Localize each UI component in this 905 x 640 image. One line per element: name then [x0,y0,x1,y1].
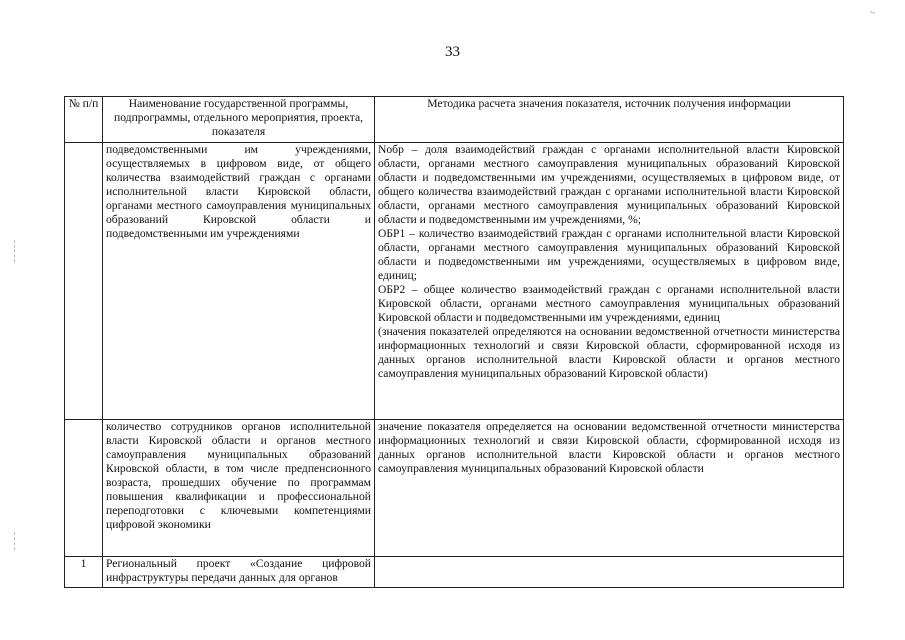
row-method [375,557,844,588]
row-method [375,420,844,557]
row-name: подведомственными им учреждениями, осуществляемых в цифровом виде, от общего количества взаимодействий граждан с органами исполнительной власти Кировской области, органами местного самоуправления муниципальных образований Кировской области и подведомственными им учреждениями [103,143,375,420]
margin-mark [14,240,16,262]
row-name: количество сотрудников органов исполнительной власти Кировской области и органов местного самоуправления муниципальных образований Кировской области, в том числе предпенсионного возраста, прошедших обучение по программам повышения квалификации и профессиональной переподготовки с ключевыми компетенциями цифровой экономики [103,420,375,557]
row-number: 1 [65,557,103,588]
row-name: Региональный проект «Создание цифровой инфраструктуры передачи данных для органов [103,557,375,588]
method-paragraph: Nобр – доля взаимодействий граждан с органами исполнительной власти Кировской области, органами местного самоуправления муниципальных образований Кировской области и подведомственными им учреждениями, осуществляемых в цифровом виде, от общего количества взаимодействий граждан с органами исполнительной власти Кировской области, органами местного самоуправления муниципальных образований Кировской области и подведомственными им учреждениями, %; [378,143,840,226]
header-number: № п/п [65,97,103,143]
indicator-method-table [64,96,844,588]
method-paragraph: ОБР1 – количество взаимодействий граждан с органами исполнительной власти Кировской области, органами местного самоуправления муниципальных образований Кировской области и подведомственными им учреждениями, осуществляемых в цифровом виде, единиц; [378,227,840,282]
table-row [65,557,844,588]
row-number [65,420,103,557]
method-paragraph: значение показателя определяется на основании ведомственной отчетности министерства информационных технологий и связи Кировской области, сформированной исходя из данных органов исполнительной власти Кировской области и органов местного самоуправления муниципальных образований Кировской области [378,420,840,475]
table-header-row [65,97,844,143]
header-method: Методика расчета значения показателя, источник получения информации [375,97,844,143]
method-paragraph: (значения показателей определяются на основании ведомственной отчетности министерства информационных технологий и связи Кировской области, сформированной исходя из данных органов исполнительной власти Кировской области и органов местного самоуправления муниципальных образований Кировской области) [378,325,840,380]
row-method [375,143,844,420]
table-row [65,143,844,420]
row-number [65,143,103,420]
page-number: 33 [445,44,460,60]
margin-mark [14,532,16,550]
method-paragraph: ОБР2 – общее количество взаимодействий граждан с органами исполнительной власти Кировской области, органами местного самоуправления муниципальных образований Кировской области и подведомственными им учреждениями, единиц [378,283,840,324]
corner-mark: ~ [869,8,875,19]
header-name: Наименование государственной программы, подпрограммы, отдельного мероприятия, проекта, показателя [103,97,375,143]
table-row [65,420,844,557]
